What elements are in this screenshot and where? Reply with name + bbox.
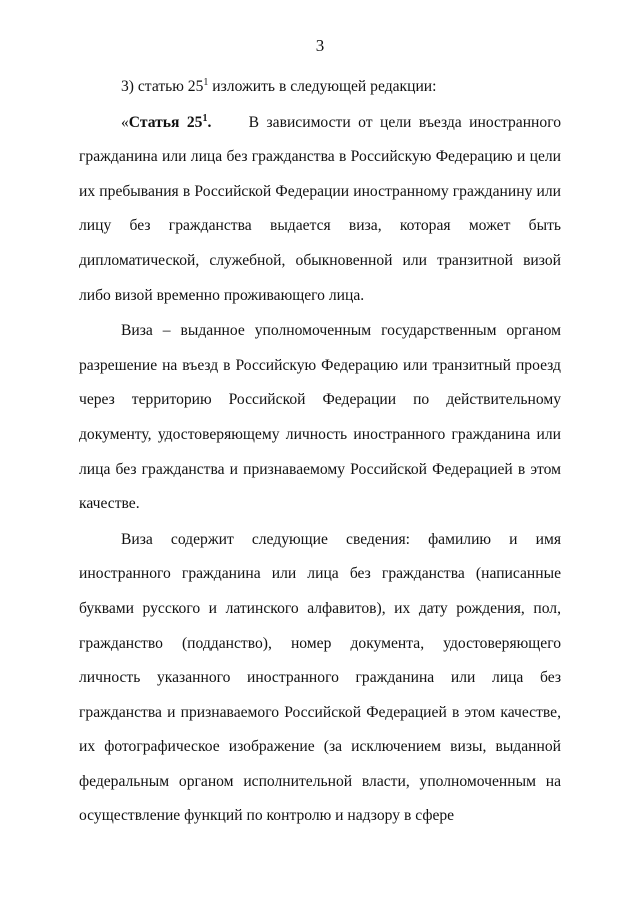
article-text: В зависимости от цели въезда иностранного гражданина или лица без гражданства в Российскую Федерацию и цели их пребывания в Российской Федерации иностранному гражданину или лицу без гражданства выдается виза, которая может быть дипломатической, служебной, обыкновенной или транзитной визой либо визой временно проживающего лица. xyxy=(79,113,561,304)
amendment-intro-prefix: 3) статью 25 xyxy=(121,78,204,95)
amendment-intro-superscript: 1 xyxy=(203,77,209,88)
article-paragraph xyxy=(79,106,561,314)
article-heading-superscript: 1 xyxy=(202,112,208,124)
article-heading-label: Статья 25 xyxy=(128,113,203,131)
article-heading-dot: . xyxy=(207,113,212,131)
visa-contents-paragraph: Виза содержит следующие сведения: фамилию и имя иностранного гражданина или лица без гражданства (написанные буквами русского и латинского алфавитов), их дату рождения, пол, гражданство (подданство), номер документа, удостоверяющего личность указанного иностранного гражданина или лица без гражданства и признаваемого Российской Федерацией в этом качестве, их фотографическое изображение (за исключением визы, выданной федеральным органом исполнительной власти, уполномоченным на осуществление функций по контролю и надзору в сфере xyxy=(79,530,561,825)
amendment-intro xyxy=(79,70,561,105)
page-number: 3 xyxy=(315,36,325,55)
visa-definition-paragraph: Виза – выданное уполномоченным государственным органом разрешение на въезд в Российскую Федерацию или транзитный проезд через территорию Российской Федерации по действительному документу, удостоверяющему личность иностранного гражданина или лица без гражданства и признаваемому Российской Федерацией в этом качестве. xyxy=(79,322,561,513)
article-quote-open: « xyxy=(121,113,129,131)
amendment-intro-suffix: изложить в следующей редакции: xyxy=(208,78,437,95)
article-heading xyxy=(129,114,212,131)
document-body xyxy=(79,70,561,834)
